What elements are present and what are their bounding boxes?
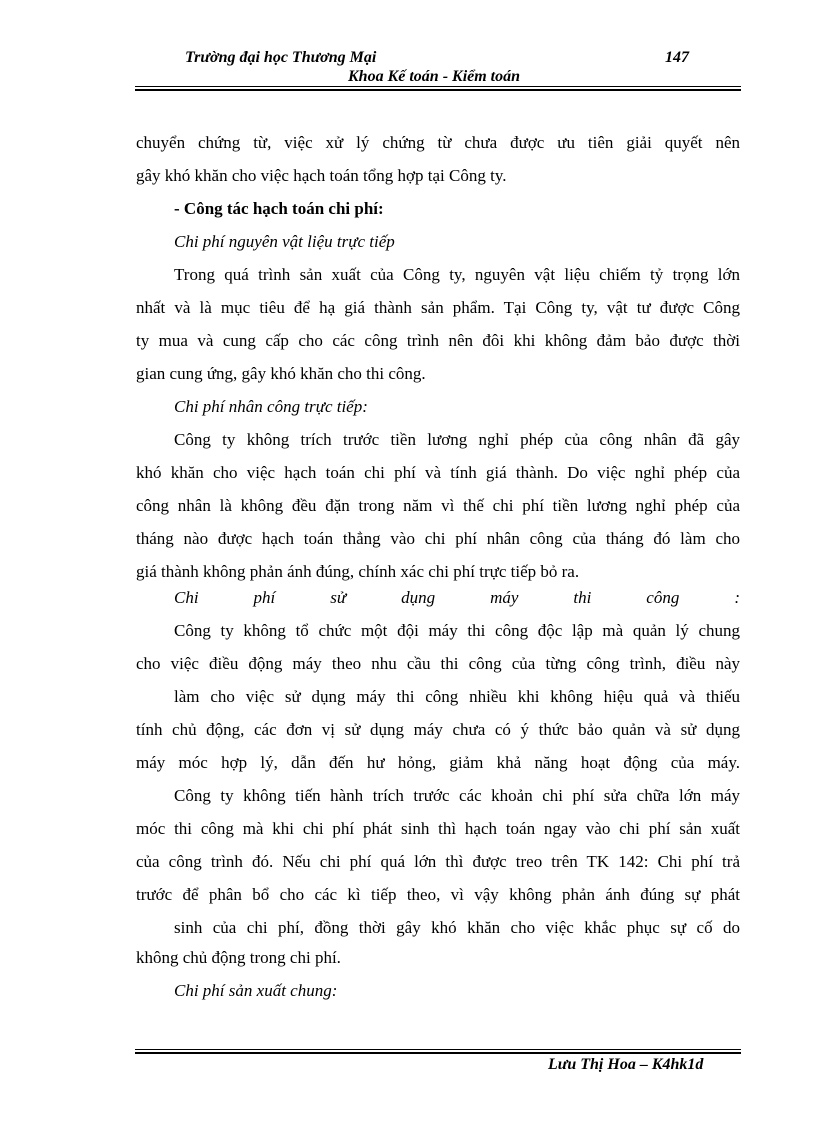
body-line: Công ty không trích trước tiền lương nghỉ phép của công nhân đã gây <box>174 430 740 449</box>
page-number: 147 <box>665 49 689 66</box>
body-line: làm cho việc sử dụng máy thi công nhiều khi không hiệu quả và thiếu <box>174 687 740 706</box>
header-school-name: Trường đại học Thương Mại <box>185 49 377 66</box>
body-line: Công ty không tiến hành trích trước các khoản chi phí sửa chữa lớn máy <box>174 786 740 805</box>
body-line: gian cung ứng, gây khó khăn cho thi công. <box>136 364 426 383</box>
body-line: trước để phân bổ cho các kì tiếp theo, vì vậy không phản ánh đúng sự phát <box>136 885 740 904</box>
footer-rule-thin <box>135 1049 741 1050</box>
body-line: chuyển chứng từ, việc xử lý chứng từ chưa được ưu tiên giải quyết nên <box>136 133 740 152</box>
header-rule-thin <box>135 86 741 87</box>
subsection-heading: Chi phí sản xuất chung: <box>174 981 338 1000</box>
header-rule-thick <box>135 89 741 91</box>
body-line: cho việc điều động máy theo nhu cầu thi công của từng công trình, điều này <box>136 654 740 673</box>
subsection-heading: Chi phí nhân công trực tiếp: <box>174 397 368 416</box>
body-line: móc thi công mà khi chi phí phát sinh thì hạch toán ngay vào chi phí sản xuất <box>136 819 740 838</box>
subsection-heading: Chi phí nguyên vật liệu trực tiếp <box>174 232 395 251</box>
body-line: sinh của chi phí, đồng thời gây khó khăn cho việc khắc phục sự cố do <box>174 918 740 937</box>
body-line: tháng nào được hạch toán thẳng vào chi phí nhân công của tháng đó làm cho <box>136 529 740 548</box>
body-line: khó khăn cho việc hạch toán chi phí và tính giá thành. Do việc nghỉ phép của <box>136 463 740 482</box>
body-line: ty mua và cung cấp cho các công trình nên đôi khi không đảm bảo được thời <box>136 331 740 350</box>
body-line: giá thành không phản ánh đúng, chính xác chi phí trực tiếp bỏ ra. <box>136 562 580 581</box>
body-line: Công ty không tổ chức một đội máy thi công độc lập mà quản lý chung <box>174 621 740 640</box>
body-line: nhất và là mục tiêu để hạ giá thành sản phẩm. Tại Công ty, vật tư được Công <box>136 298 740 317</box>
body-line: Trong quá trình sản xuất của Công ty, nguyên vật liệu chiếm tỷ trọng lớn <box>174 265 740 284</box>
body-line: công nhân là không đều đặn trong năm vì thế chi phí tiền lương nghỉ phép của <box>136 496 740 515</box>
body-line: tính chủ động, các đơn vị sử dụng máy chưa có ý thức bảo quản và sử dụng <box>136 720 740 739</box>
body-line: máy móc hợp lý, dẫn đến hư hỏng, giảm khả năng hoạt động của máy. <box>136 753 740 772</box>
subsection-heading: Chi phí sử dụng máy thi công : <box>174 588 740 607</box>
body-line: của công trình đó. Nếu chi phí quá lớn thì được treo trên TK 142: Chi phí trả <box>136 852 740 871</box>
section-heading: - Công tác hạch toán chi phí: <box>174 199 384 218</box>
footer-rule-thick <box>135 1052 741 1054</box>
header-department: Khoa Kế toán - Kiểm toán <box>348 68 521 85</box>
footer-author: Lưu Thị Hoa – K4hk1d <box>548 1056 704 1073</box>
body-line: không chủ động trong chi phí. <box>136 948 341 967</box>
body-line: gây khó khăn cho việc hạch toán tổng hợp tại Công ty. <box>136 166 507 185</box>
